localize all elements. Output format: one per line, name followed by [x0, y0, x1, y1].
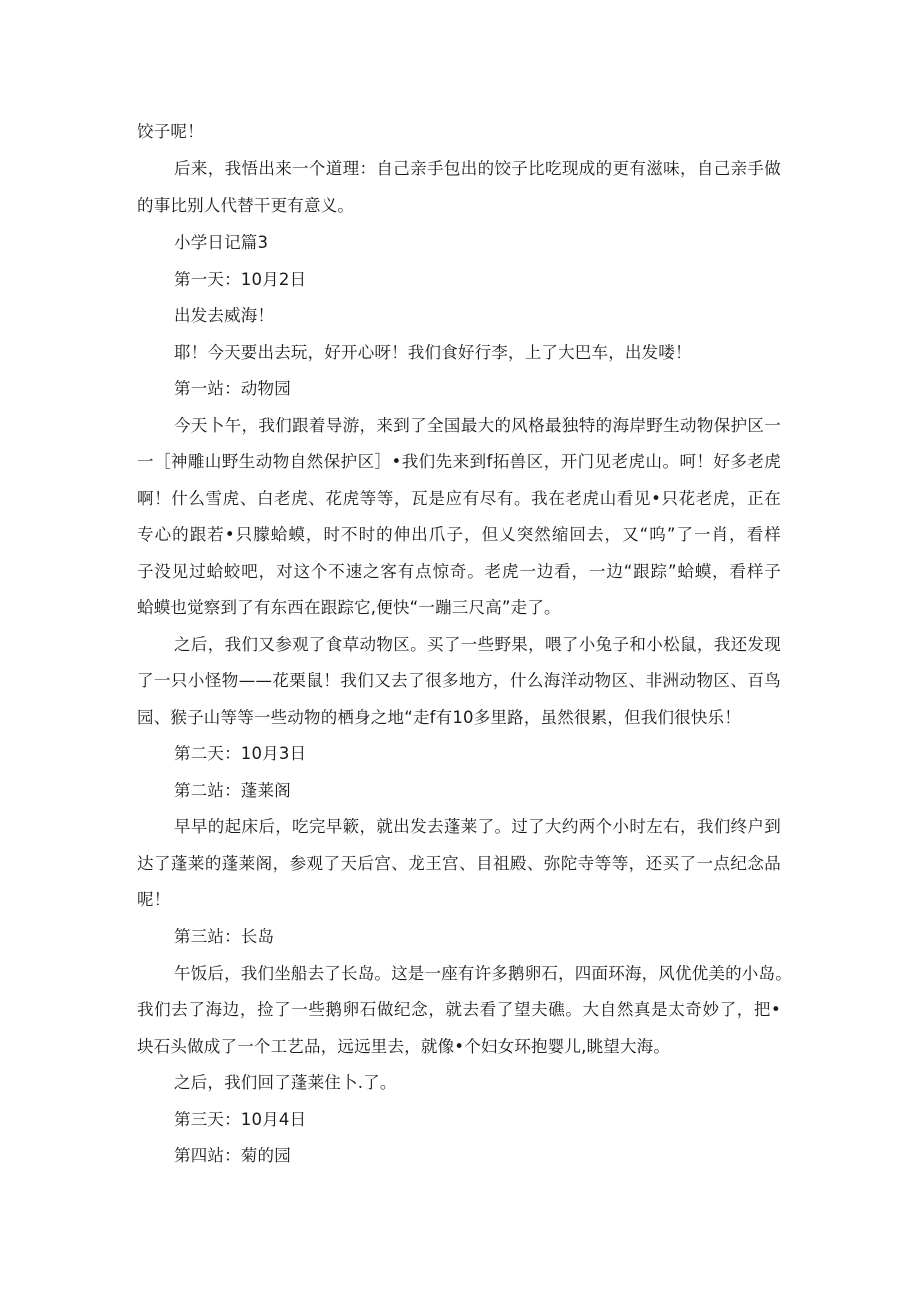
stop-heading: 第一站：动物园 [174, 379, 291, 398]
text-line: 午饭后，我们坐船去了长岛。这是一座有许多鹅卵石，四面环海，风优优美的小岛。 [174, 964, 792, 983]
text-line: 专心的跟若•只朦蛤蟆，时不时的伸出爪子，但乂突然缩回去，又“呜”了一肖，看样 [137, 525, 781, 544]
text-line: 后来，我悟出来一个道理：自己亲手包出的饺子比吃现成的更有滋味，自己亲手做 [174, 159, 781, 178]
text-line: 之后，我们回了蓬莱住卜.了。 [174, 1073, 397, 1092]
text-line: 今天卜午，我们跟着导游，来到了全国最大的风格最独特的海岸野生动物保护区一 [174, 416, 781, 435]
text-line: 我们去了海边，捡了一些鹅卵石做纪念，就去看了望夫礁。大自然真是太奇妙了，把• [137, 1000, 781, 1019]
text-line: 了一只小怪物——花栗鼠！我们又去了很多地方，什么海洋动物区、非洲动物区、百鸟 [137, 671, 781, 690]
section-heading: 小学日记篇3 [174, 233, 269, 252]
text-line: 呢！ [137, 890, 171, 909]
day-heading: 第三天：10月4日 [174, 1110, 307, 1129]
stop-heading: 第四站：菊的园 [174, 1146, 291, 1165]
text-line: 饺子呢！ [137, 122, 204, 141]
stop-heading: 第三站：长岛 [174, 927, 275, 946]
text-line: 子没见过蛤蛟吧，对这个不速之客有点惊奇。老虎一边看，一边“跟踪”蛤蟆，看样子 [137, 562, 781, 581]
text-line: 达了蓬莱的蓬莱阁，参观了天后宫、龙王宫、目祖殿、弥陀寺等等，还买了一点纪念品 [137, 854, 781, 873]
text-line: 出发去威海！ [174, 306, 275, 325]
text-line: 一［神雕山野生动物自然保护区］•我们先来到f拓兽区，开门见老虎山。呵！好多老虎 [137, 452, 781, 471]
text-line: 园、猴子山等等一些动物的栖身之地“走f有10多里路，虽然很累，但我们很快乐！ [137, 708, 741, 727]
text-line: 块石头做成了一个工艺品，远远里去，就像•个妇女环抱婴儿,眺望大海。 [137, 1037, 671, 1056]
text-line: 耶！今天要出去玩，好开心呀！我们食好行李，上了大巴车，出发喽！ [174, 343, 692, 362]
text-line: 啊！什么雪虎、白老虎、花虎等等，瓦是应有尽有。我在老虎山看见•只花老虎，正在 [137, 489, 781, 508]
text-line: 之后，我们又参观了食草动物区。买了一些野果，喂了小兔子和小松鼠，我还发现 [174, 635, 781, 654]
day-heading: 第二天：10月3日 [174, 744, 307, 763]
text-line: 早早的起床后，吃完早簌，就出发去蓬莱了。过了大约两个小时左右，我们终户到 [174, 817, 781, 836]
text-line: 的事比别人代替干更有意义。 [137, 196, 355, 215]
stop-heading: 第二站：蓬莱阁 [174, 781, 291, 800]
text-line: 蛤蟆也觉察到了有东西在跟踪它,便快“一蹦三尺高”走了。 [137, 598, 561, 617]
day-heading: 第一天：10月2日 [174, 270, 307, 289]
